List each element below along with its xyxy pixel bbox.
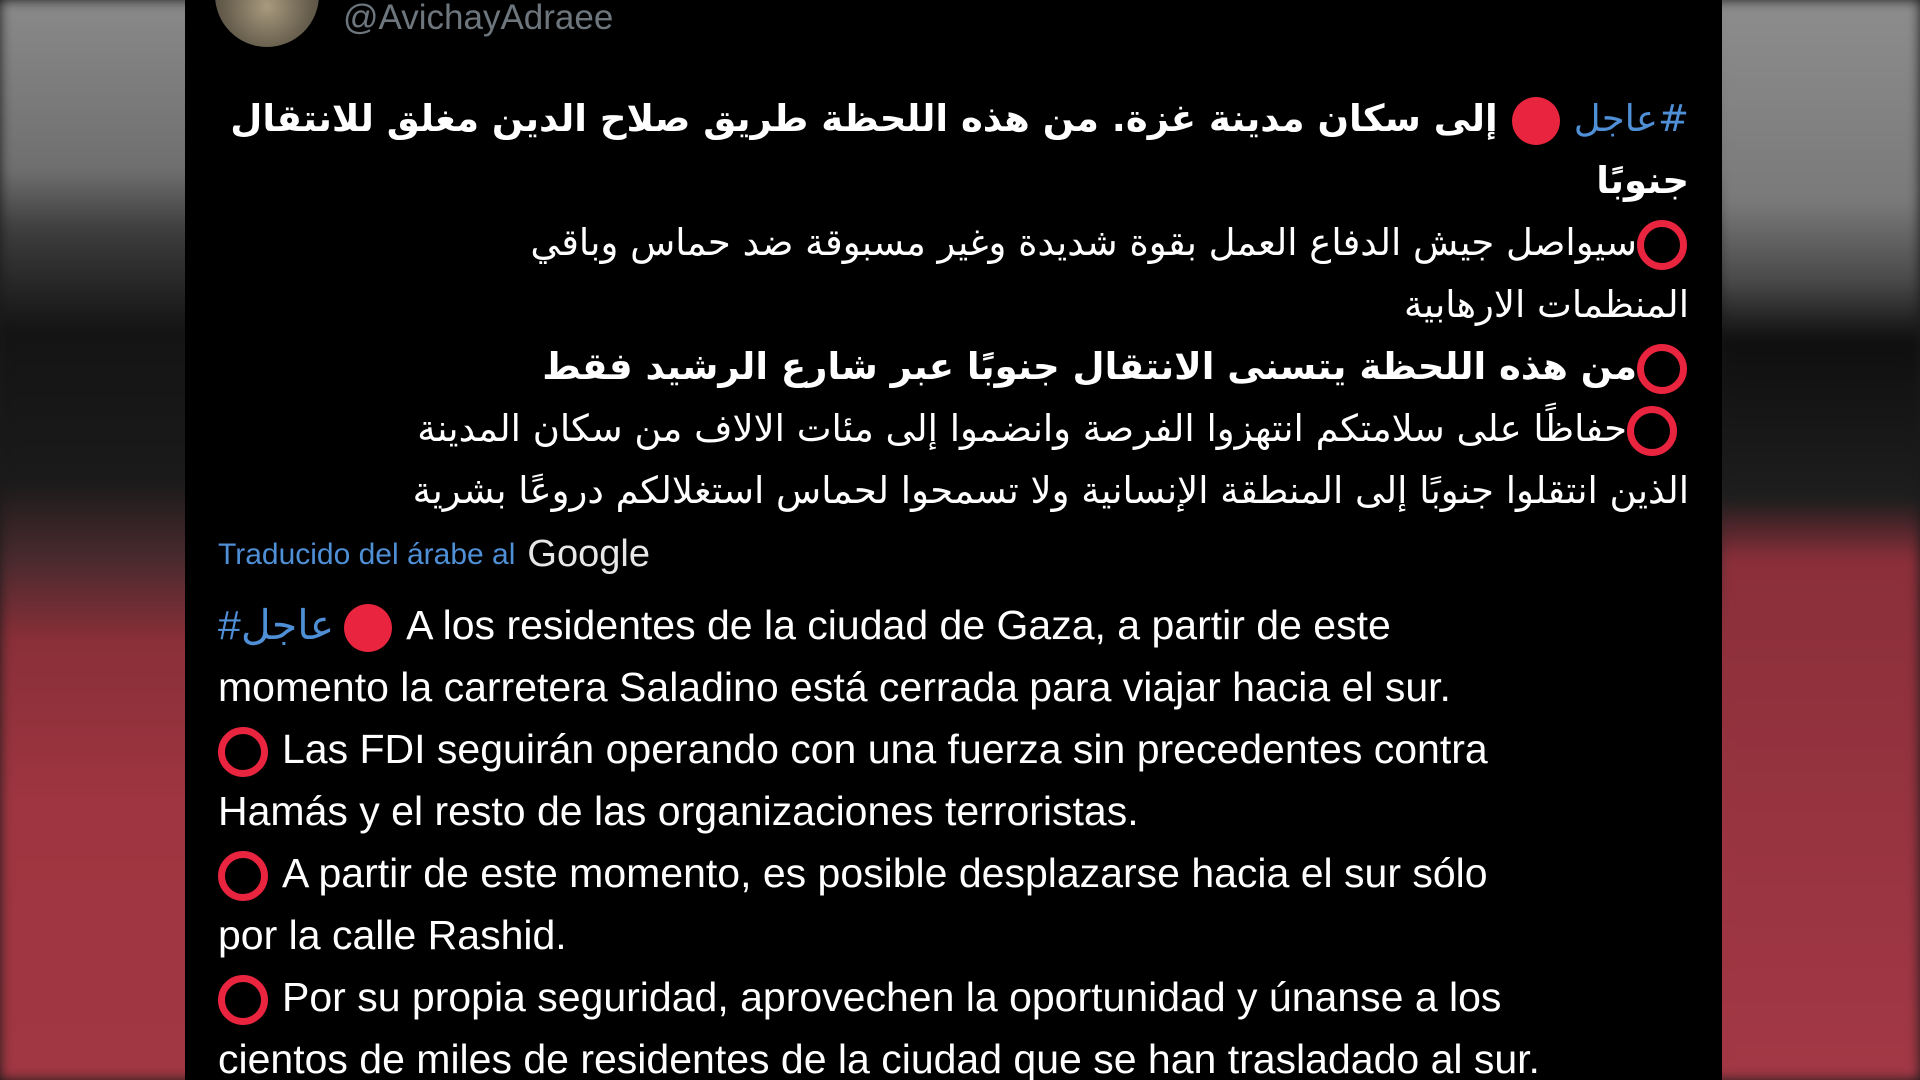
red-ring-icon bbox=[1637, 344, 1687, 394]
translated-from-label[interactable]: Traducido del árabe al bbox=[218, 537, 516, 571]
spanish-bullet-2: A partir de este momento, es posible desplazarse hacia el sur sólo bbox=[218, 842, 1698, 904]
arabic-text bbox=[229, 88, 1689, 522]
red-ring-icon bbox=[218, 851, 268, 901]
user-handle[interactable]: @AvichayAdraee bbox=[343, 0, 614, 37]
avatar[interactable] bbox=[215, 0, 319, 47]
arabic-bullet-1-cont: المنظمات الارهابية bbox=[1403, 283, 1689, 326]
google-logo: Google bbox=[527, 533, 650, 575]
red-circle-icon bbox=[1512, 97, 1560, 145]
spanish-bullet-1-cont: Hamás y el resto de las organizaciones terroristas. bbox=[218, 788, 1139, 834]
arabic-bullet-3-cont: الذين انتقلوا جنوبًا إلى المنطقة الإنسانية ولا تسمحوا لحماس استغلالكم دروعًا بشرية bbox=[412, 469, 1689, 512]
arabic-line-1: #عاجلإلى سكان مدينة غزة. من هذه اللحظة طريق صلاح الدين مغلق للانتقال bbox=[229, 88, 1689, 150]
spanish-bullet-3: Por su propia seguridad, aprovechen la oportunidad y únanse a los bbox=[218, 966, 1698, 1028]
red-ring-icon bbox=[1627, 406, 1677, 456]
red-ring-icon bbox=[218, 727, 268, 777]
spanish-bullet-2-cont: por la calle Rashid. bbox=[218, 912, 567, 958]
arabic-bullet-1: سيواصل جيش الدفاع العمل بقوة شديدة وغير مسبوقة ضد حماس وباقي bbox=[229, 212, 1689, 274]
red-circle-icon bbox=[344, 604, 392, 652]
spanish-line-1-cont: momento la carretera Saladino está cerrada para viajar hacia el sur. bbox=[218, 664, 1451, 710]
spanish-line-1: #عاجل A los residentes de la ciudad de Gaza, a partir de este bbox=[218, 594, 1698, 656]
arabic-bullet-3: حفاظًا على سلامتكم انتهزوا الفرصة وانضموا إلى مئات الالاف من سكان المدينة bbox=[229, 398, 1679, 460]
spanish-bullet-3-cont: cientos de miles de residentes de la ciudad que se han trasladado al sur. bbox=[218, 1036, 1540, 1080]
hashtag-link[interactable]: #عاجل bbox=[1573, 97, 1689, 140]
blurred-background-right bbox=[1720, 0, 1920, 1080]
arabic-line-1-cont: جنوبًا bbox=[1596, 159, 1689, 202]
arabic-bullet-2: من هذه اللحظة يتسنى الانتقال جنوبًا عبر شارع الرشيد فقط bbox=[229, 336, 1689, 398]
spanish-bullet-1: Las FDI seguirán operando con una fuerza sin precedentes contra bbox=[218, 718, 1698, 780]
hashtag-link[interactable]: #عاجل bbox=[218, 602, 335, 648]
tweet-header bbox=[215, 0, 613, 48]
tweet-card bbox=[185, 0, 1722, 1080]
red-ring-icon bbox=[1637, 220, 1687, 270]
translation-attribution bbox=[218, 533, 650, 576]
spanish-translation-text bbox=[218, 594, 1698, 1080]
red-ring-icon bbox=[218, 975, 268, 1025]
